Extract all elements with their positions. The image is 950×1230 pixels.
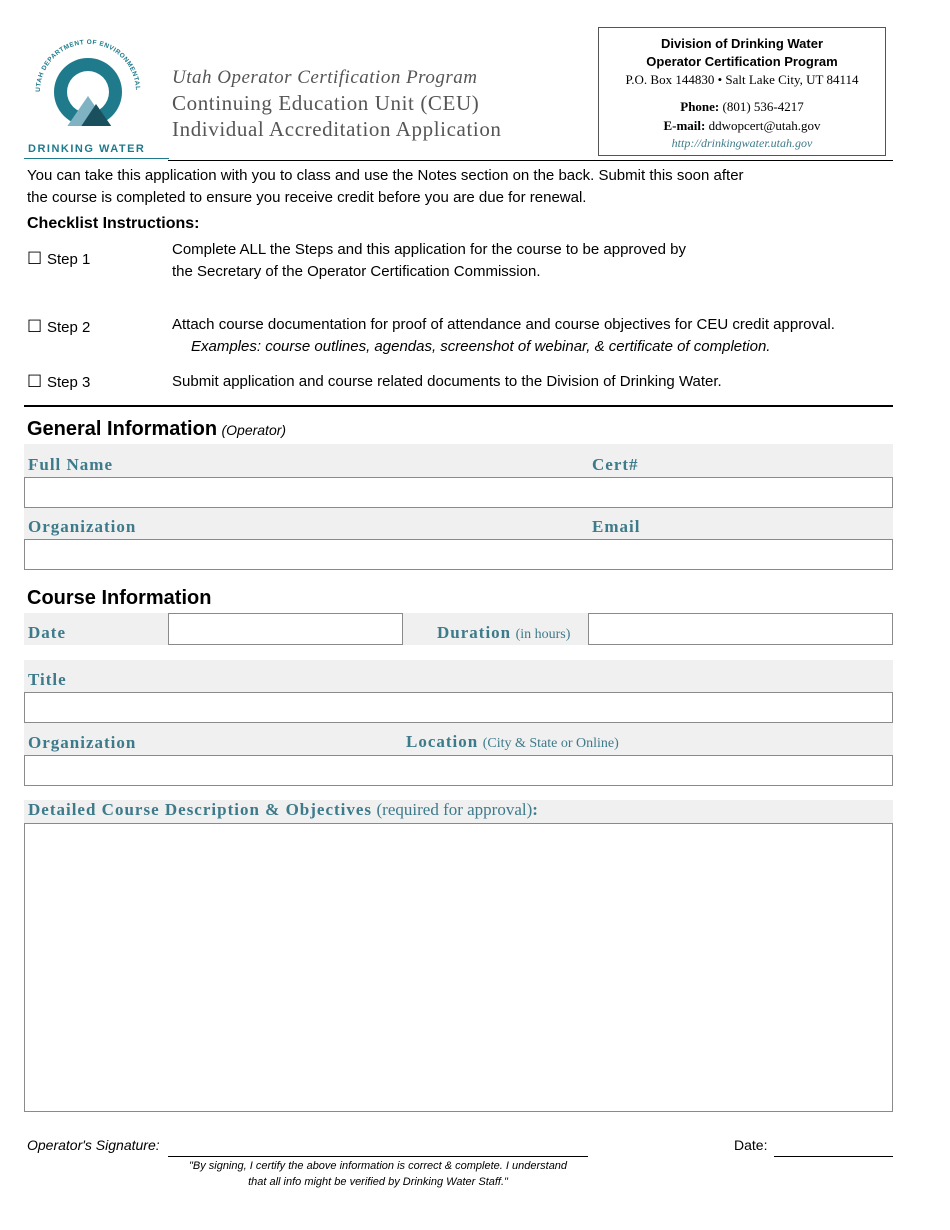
description-label-group <box>28 800 539 820</box>
signature-line[interactable] <box>168 1156 588 1157</box>
step2-checkbox[interactable] <box>27 317 90 337</box>
certify-line1: "By signing, I certify the above information is correct & complete. I understand <box>188 1160 568 1172</box>
title-label: Title <box>28 670 67 689</box>
title-label-band <box>24 660 893 692</box>
full-name-label: Full Name <box>28 455 114 474</box>
program-title: Utah Operator Certification Program <box>172 67 478 88</box>
step-label: Step 3 <box>46 374 91 391</box>
duration-input[interactable] <box>588 613 893 645</box>
certify-statement <box>168 1158 588 1190</box>
application-title: Individual Accreditation Application <box>172 117 502 141</box>
course-description-textarea[interactable] <box>24 823 893 1112</box>
fullname-label-band <box>24 444 893 477</box>
contact-phone-row <box>599 97 885 116</box>
organization-label-band <box>24 508 893 539</box>
step1-checkbox[interactable] <box>27 249 90 269</box>
step2-text-line1: Attach course documentation for proof of attendance and course objectives for CEU credit approval. <box>172 316 835 333</box>
contact-address: P.O. Box 144830 • Salt Lake City, UT 84114 <box>625 72 859 87</box>
contact-box <box>598 27 886 156</box>
contact-division: Division of Drinking Water <box>660 36 824 51</box>
logo-underline <box>24 158 169 159</box>
logo-caption: DRINKING WATER <box>28 143 146 155</box>
phone-label: Phone: <box>680 99 720 114</box>
header-divider <box>168 160 893 161</box>
cert-label: Cert# <box>592 455 639 474</box>
duration-label-group <box>437 623 570 643</box>
organization-email-input[interactable] <box>24 539 893 570</box>
course-info-heading: Course Information <box>27 587 212 609</box>
general-info-title: General Information <box>27 418 218 440</box>
location-hint: (City & State or Online) <box>482 736 619 751</box>
step1-text-line2: the Secretary of the Operator Certification Commission. <box>172 263 541 280</box>
duration-unit: (in hours) <box>515 627 571 642</box>
description-colon: : <box>532 800 539 819</box>
location-label-group <box>406 732 619 752</box>
email-value[interactable]: ddwopcert@utah.gov <box>708 118 821 133</box>
website-link[interactable]: http://drinkingwater.utah.gov <box>671 136 813 150</box>
logo-ring-text: UTAH DEPARTMENT OF ENVIRONMENTAL <box>34 38 142 93</box>
description-label: Detailed Course Description & Objectives <box>28 800 373 819</box>
general-info-subtitle: (Operator) <box>221 422 287 438</box>
operator-signature-label: Operator's Signature: <box>27 1137 160 1153</box>
email-label: Email <box>592 517 641 536</box>
email-label: E-mail: <box>663 118 706 133</box>
checkbox-icon[interactable]: ☐ <box>27 249 43 268</box>
course-organization-label: Organization <box>28 733 137 752</box>
course-title-input[interactable] <box>24 692 893 723</box>
step-label: Step 2 <box>46 319 91 336</box>
checklist-divider <box>24 405 893 407</box>
duration-label: Duration <box>437 623 512 642</box>
contact-email-row <box>599 116 885 135</box>
deq-logo <box>18 38 158 156</box>
course-date-input[interactable] <box>168 613 403 645</box>
course-org-location-input[interactable] <box>24 755 893 786</box>
full-name-input[interactable] <box>24 477 893 508</box>
general-info-heading <box>27 418 286 441</box>
ceu-title: Continuing Education Unit (CEU) <box>172 91 480 115</box>
signature-date-line[interactable] <box>774 1156 893 1157</box>
intro-text-line2: the course is completed to ensure you receive credit before you are due for renewal. <box>27 189 587 206</box>
checklist-heading: Checklist Instructions: <box>27 215 200 232</box>
description-hint: (required for approval) <box>376 800 533 819</box>
step3-checkbox[interactable] <box>27 372 90 392</box>
operator-organization-label: Organization <box>28 517 137 536</box>
step-label: Step 1 <box>46 251 91 268</box>
certify-line2: that all info might be verified by Drinking Water Staff." <box>248 1176 508 1188</box>
signature-date-label: Date: <box>734 1137 768 1153</box>
step1-text-line1: Complete ALL the Steps and this application for the course to be approved by <box>172 241 686 258</box>
checkbox-icon[interactable]: ☐ <box>27 317 43 336</box>
checkbox-icon[interactable]: ☐ <box>27 372 43 391</box>
phone-value: (801) 536-4217 <box>722 99 804 114</box>
date-label: Date <box>28 623 66 642</box>
step3-text-line1: Submit application and course related documents to the Division of Drinking Water. <box>172 373 722 390</box>
step2-text-line2: Examples: course outlines, agendas, screenshot of webinar, & certificate of completion. <box>191 338 771 355</box>
contact-program: Operator Certification Program <box>646 54 838 69</box>
intro-text-line1: You can take this application with you to class and use the Notes section on the back. Submit this soon after <box>27 167 744 184</box>
location-label: Location <box>406 732 479 751</box>
drinking-water-logo-icon <box>18 38 158 156</box>
